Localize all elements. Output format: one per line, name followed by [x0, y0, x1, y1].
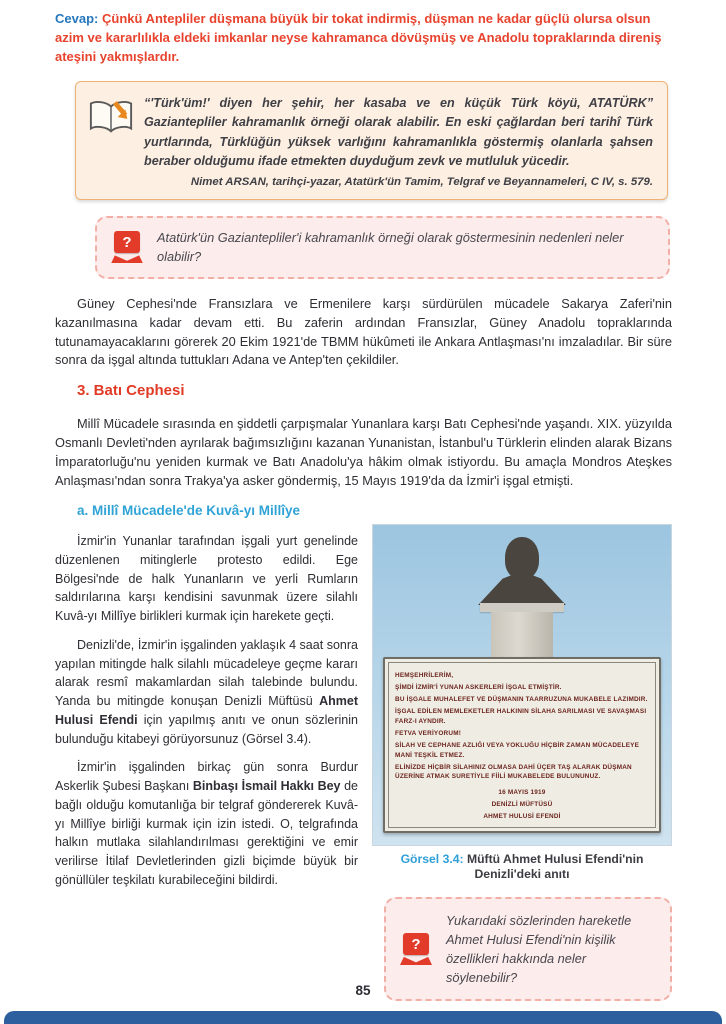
plaque-line: ŞİMDİ İZMİR'İ YUNAN ASKERLERİ İŞGAL ETMİŞTİR.	[395, 684, 562, 692]
monument-plaque	[383, 657, 661, 833]
bold-ismail-hakki-bey: Binbaşı İsmail Hakkı Bey	[192, 779, 341, 794]
answer-label: Cevap:	[55, 11, 99, 26]
paragraph-kuva-3	[55, 758, 358, 889]
figure-caption-label: Görsel 3.4:	[400, 852, 464, 867]
question-mark-glyph: ?	[114, 231, 140, 253]
plaque-line-date: 16 MAYIS 1919	[498, 789, 546, 797]
question-book-icon	[111, 231, 143, 263]
plaque-line: ELİNİZDE HİÇBİR SİLAHINIZ OLMASA DAHİ ÜÇER TAŞ ALARAK DÜŞMAN ÜZERİNE ATMAK SURETİYLE FİİLİ MUKABELEDE BULUNUNUZ.	[395, 763, 632, 781]
bold-ahmet-hulusi-efendi: Ahmet Hulusi Efendi	[55, 694, 358, 727]
monument-photo	[372, 524, 672, 846]
plaque-line-name: AHMET HULUSİ EFENDİ	[483, 813, 561, 821]
paragraph-south-front: Güney Cephesi'nde Fransızlara ve Ermenilere karşı sürdürülen mücadele Sakarya Zaferi'nin kazanılmasına kadar devam etti. Bu zaferin ardından Fransızlar, Güney Anadolu topraklarında tutunamayacaklarını görerek 20 Ekim 1921'de TBMM hükûmeti ile Ankara Antlaşması'nı imzaladılar. Bir süre sonra da işgal altında tuttukları Adana ve Antep'ten çekildiler.	[55, 295, 672, 368]
quote-box	[75, 81, 668, 201]
open-book-pages-shape	[400, 956, 432, 965]
plaque-line: FETVA VERİYORUM!	[395, 729, 462, 737]
plaque-line-title: DENİZLİ MÜFTÜSÜ	[491, 801, 553, 809]
quote-attribution: ATATÜRK”	[588, 95, 653, 110]
question-1-text: Atatürk'ün Gaziantepliler'i kahramanlık örneği olarak göstermesinin nedenleri neler olabilir?	[157, 230, 624, 265]
plaque-line: HEMŞEHRİLERİM,	[395, 672, 454, 680]
left-text-column	[55, 524, 358, 1001]
open-book-icon	[88, 98, 134, 136]
subsection-heading-kuvayi-milliye: a. Millî Mücadele'de Kuvâ-yı Millîye	[77, 503, 301, 519]
page-number: 85	[355, 983, 371, 998]
right-figure-column	[372, 524, 672, 1001]
monument-figure	[372, 524, 672, 883]
figure-caption	[372, 852, 672, 883]
plaque-line: İŞGAL EDİLEN MEMLEKETLER HALKININ SİLAHA SARILMASI VE SAVAŞMASI FARZ-I AYNDIR.	[395, 707, 647, 725]
paragraph-west-front: Millî Mücadele sırasında en şiddetli çarpışmalar Yunanlara karşı Batı Cephesi'nde yaşandı. XIX. yüzyılda Osmanlı Devleti'nden ayrılarak bağımsızlığını kazanan Yunanistan, İstanbul'u Türklerin elinden alarak Bizans İmparatorluğu'nu yeniden kurmak ve Batı Anadolu'ya hâkim olmak istiyordu. Bu amaçla Mondros Ateşkes Anlaşması'ndan sonra Trakya'ya asker göndermiş, 15 Mayıs 1919'da da İzmir'i işgal etmişti.	[55, 416, 672, 489]
question-2-text: Yukarıdaki sözlerinden hareketle Ahmet Hulusi Efendi'nin kişilik özellikleri hakkında neler söylenebilir?	[446, 912, 632, 986]
two-column-layout	[55, 524, 672, 1001]
paragraph-kuva-2-text-cont: için yapılmış anıtı ve onun sözlerinin bulunduğu kitabeyi görüyorsunuz (Görsel 3.4).	[55, 712, 358, 746]
paragraph-kuva-2-text: Denizli'de, İzmir'in işgalinden yaklaşık 4 saat sonra yapılan mitingde halk silahlı mücadeleye geçme kararı alarak resmî makamlardan silah talebinde bulundu. Yanda bu mitingde konuşan Denizli Müftüsü	[55, 637, 358, 709]
bust-statue-shoulders	[478, 571, 566, 605]
paragraph-kuva-3-text: İzmir'in işgalinden birkaç gün sonra Burdur Askerlik Şubesi Başkanı	[55, 760, 358, 794]
question-box-1	[95, 216, 670, 278]
answer-text-block	[55, 10, 672, 67]
paragraph-kuva-2	[55, 636, 358, 749]
open-book-pages-shape	[111, 254, 143, 263]
quote-text	[144, 94, 653, 192]
paragraph-kuva-3-text-cont: de bağlı olduğu komutanlığa bir telgraf göndererek Kuvâ-yı Millîye birliği kurmak için izin istedi. O, telgrafında halkın mutlaka silahlandırılması gerektiğini ve emir verilirse İtilaf Devletlerinden gizli biçimde büyük bir gönüllüler teşkilatı kurabileceğini bildirdi.	[55, 779, 358, 887]
section-heading-west-front: 3. Batı Cephesi	[77, 382, 185, 400]
answer-body: Çünkü Antepliler düşmana büyük bir tokat indirmiş, düşman ne kadar güçlü olursa olsun azim ve kararlılıkla eldeki imkanlar neyse kahramanca dövüşmüş ve Anadolu topraklarında direniş ateşini yakmışlardır.	[55, 11, 662, 64]
quote-source: Nimet ARSAN, tarihçi-yazar, Atatürk'ün Tamim, Telgraf ve Beyannameleri, C IV, s. 579.	[190, 175, 653, 188]
plaque-line: SİLAH VE CEPHANE AZLIĞI VEYA YOKLUĞU HİÇBİR ZAMAN MÜCADELEYE MANİ TEŞKİL ETMEZ.	[395, 741, 640, 759]
question-book-icon	[400, 933, 432, 965]
quote-body: “'Türk'üm!' diyen her şehir, her kasaba ve en küçük Türk köyü, Gaziantepliler kahramanlık örneği olarak alabilir. En eski çağlardan beri tarihî Türk yurtlarında, Türklüğün yüksek varlığını kahramanlıkla göstermiş olanlarla şahsen beraber olduğumu ifade etmekten duyduğum zevk ve mutluluk yücedir.	[144, 95, 653, 169]
paragraph-kuva-1: İzmir'in Yunanlar tarafından işgali yurt genelinde düzenlenen mitinglerle protesto edildi. Ege Bölgesi'nde de halk Yunanların ve yerli Rumların saldırılarına karşı kendisini savunmak üzere silahlı Kuvâ-yı Millîye birlikleri kurmak için harekete geçti.	[55, 534, 358, 624]
bottom-decoration-bar	[4, 1011, 722, 1024]
question-mark-glyph: ?	[403, 933, 429, 955]
plaque-line: BU İŞGALE MUHALEFET VE DÜŞMANIN TAARRUZUNA MUKABELE LAZIMDIR.	[395, 695, 648, 703]
pedestal-cap	[480, 603, 564, 612]
figure-caption-text: Müftü Ahmet Hulusi Efendi'nin Denizli'deki anıtı	[463, 852, 644, 882]
